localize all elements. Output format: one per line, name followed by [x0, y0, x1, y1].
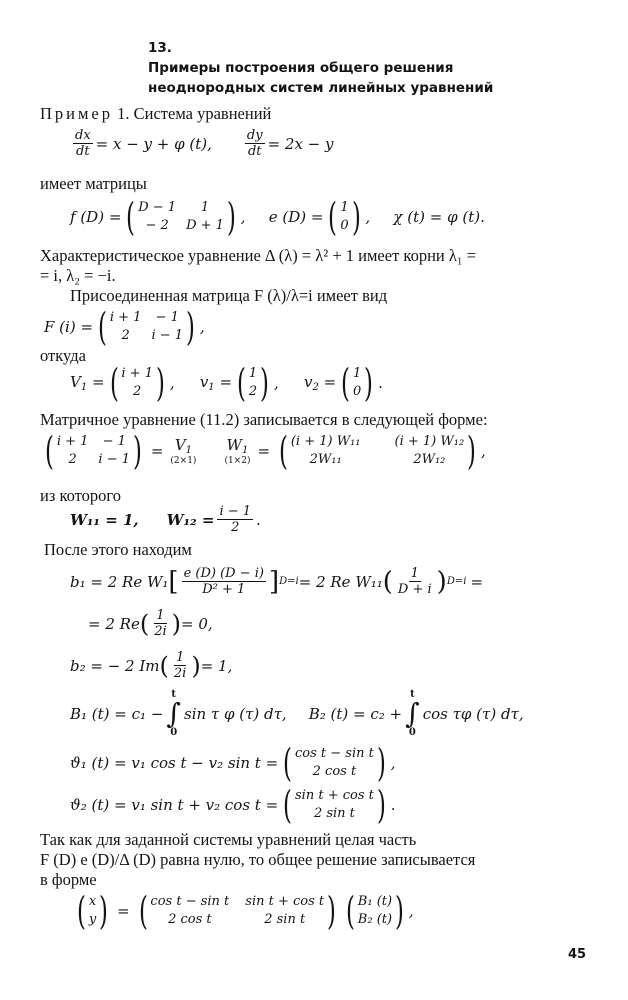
b1-end: = 0,: [181, 614, 213, 633]
Fi-cell: i + 1: [109, 310, 142, 325]
half-den: 2i: [154, 624, 167, 639]
from-which-text: из которого: [40, 486, 122, 505]
b1-line2: = 2 Re ( $\frac{1}{2i}$ ) = 0,: [88, 608, 213, 639]
example-word: Пример: [40, 104, 114, 123]
eD-cell: 0: [340, 218, 349, 233]
Fi-cell: − 1: [155, 310, 179, 325]
b1-frac2-num: 1: [410, 566, 419, 581]
b1-line2-lhs: = 2 Re: [88, 614, 140, 633]
theta2-cell: sin t + cos t: [295, 788, 374, 803]
big-cell: 2 sin t: [264, 912, 306, 927]
v2-cell: 0: [352, 384, 362, 399]
b1-frac-num: e (D) (D − i): [183, 566, 264, 581]
since-line-3: в форме: [40, 870, 97, 889]
adj-matrix-text: Присоединенная матрица F (λ)/λ=i имеет вид: [70, 286, 388, 305]
W-cell: 2W₁₁: [309, 452, 342, 467]
fD-label: f (D) =: [70, 208, 122, 226]
b2-lhs: b₂ = − 2 Im: [70, 656, 160, 675]
Fi-cell: i − 1: [98, 452, 131, 467]
sys-eq2-rhs: = 2x − y: [267, 134, 334, 153]
b2-end: = 1,: [200, 656, 233, 675]
fD-cell: − 2: [145, 218, 169, 233]
section-title-line-2: неоднородных систем линейных уравнений: [148, 80, 494, 96]
big-cell: 2 cos t: [168, 912, 212, 927]
b1-lhs: b₁ = 2 Re W₁: [70, 572, 169, 591]
theta2-cell: 2 sin t: [313, 806, 355, 821]
page-number: 45: [568, 947, 587, 962]
char-eq-line-1: Характеристическое уравнение Δ (λ) = λ² + 1 имеет корни λ₁ =: [40, 246, 477, 265]
matrix-eq-text: Матричное уравнение (11.2) записывается в следующей форме:: [40, 410, 488, 429]
W-cell: (i + 1) W₁₂: [394, 434, 465, 449]
theta1-cell: cos t − sin t: [295, 746, 374, 761]
example-rest: 1. Система уравнений: [117, 104, 272, 123]
xy-cell: y: [88, 912, 97, 927]
big-cell: cos t − sin t: [150, 894, 230, 909]
after-this-text: После этого находим: [44, 540, 192, 559]
V-v-row: $V_1$ = ( i + 1 2 ) , $v_1$ = ( 1 2 ) , $v_2$ = ( 1 0 ) .: [70, 361, 383, 405]
Fi-cell: 2: [68, 452, 77, 467]
fD-cell: D + 1: [186, 218, 224, 233]
W11-W12-row: W₁₁ = 1, W₁₂ = $\frac{i - 1}{2}$ .: [70, 504, 261, 535]
section-title-line-1: Примеры построения общего решения: [148, 60, 454, 76]
fD-cell: 1: [200, 200, 210, 215]
b1-frac-den: D² + 1: [202, 582, 246, 597]
b1-row: b₁ = 2 Re W₁ [ $\frac{e (D) (D - i)}{\text{D² + 1}}$ ] D=i = 2 Re W₁₁ ( $\frac{1}{D + i}$ ) D=i =: [70, 566, 484, 597]
W11-eq: W₁₁ = 1,: [70, 510, 139, 529]
half-num: 1: [156, 608, 165, 623]
B1-lhs: B₁ (t) = c₁ −: [70, 705, 164, 723]
big-cell: sin t + cos t: [245, 894, 325, 909]
Fi-cell: i − 1: [151, 328, 184, 343]
W-row: ( i + 1 − 1 2 i − 1 ) = $V_1$ (2×1) $W_1$ (1×2) = ( (i + 1) W₁₁ (i + 1) W₁₂ 2W₁₁ 2W₁₂ ) ,: [44, 429, 486, 473]
V1-cell: 2: [133, 384, 142, 399]
V1-size: (2×1): [170, 456, 197, 466]
whence-text: откуда: [40, 346, 86, 365]
half-num: 1: [175, 650, 185, 665]
has-matrices-text: имеет матрицы: [40, 174, 147, 193]
Bvec-cell: B₁ (t): [357, 894, 393, 909]
V1-cell: i + 1: [121, 366, 153, 381]
theta2-row: ϑ₂ (t) = v₁ sin t + v₂ cos t = ( sin t + cos t 2 sin t ) .: [70, 783, 396, 827]
Fi-label: F (i) =: [44, 318, 94, 336]
v2-cell: 1: [352, 366, 362, 381]
example-intro: [40, 104, 271, 124]
Bvec-cell: B₂ (t): [357, 912, 393, 927]
W12-den: 2: [231, 520, 240, 535]
char-eq-line-2: = i, λ₂ = −i.: [40, 266, 116, 285]
v1-cell: 1: [248, 366, 258, 381]
W-cell: 2W₁₂: [413, 452, 446, 467]
B2-integrand: cos τφ (τ) dτ,: [422, 705, 524, 723]
sys-eq1-rhs: = x − y + φ (t),: [95, 134, 212, 153]
half-den: 2i: [173, 666, 187, 681]
B2-lhs: B₂ (t) = c₂ +: [308, 705, 403, 723]
W-cell: (i + 1) W₁₁: [290, 434, 361, 449]
b1-frac2-den: D + i: [397, 582, 432, 597]
b2-row: b₂ = − 2 Im ( $\frac{1}{2i}$ ) = 1,: [70, 650, 233, 681]
general-solution: ( x y ) = ( cos t − sin t sin t + cos t 2 cos t 2 sin t ) ( B₁ (t) B₂ (t) ) ,: [76, 889, 414, 933]
since-line-1: Так как для заданной системы уравнений целая часть: [40, 830, 417, 849]
theta1-cell: 2 cos t: [312, 764, 357, 779]
xy-cell: x: [88, 894, 97, 909]
W12-num: i − 1: [219, 504, 252, 519]
theta2-lhs: ϑ₂ (t) = v₁ sin t + v₂ cos t =: [70, 796, 279, 814]
v1-cell: 2: [248, 384, 258, 399]
theta1-lhs: ϑ₁ (t) = v₁ cos t − v₂ sin t =: [70, 754, 279, 772]
matrices-row: f (D) = ( D − 1 1 − 2 D + 1 ) , e (D) = ( 1 0 ) , χ (t) = φ (t).: [70, 195, 485, 239]
W12-lhs: W₁₂ =: [166, 510, 215, 529]
system-equations: $\frac{dx}{dt}$ = x − y + φ (t), $\frac{dy}{dt}$ = 2x − y: [75, 128, 334, 159]
section-heading: [148, 38, 493, 98]
Fi-row: F (i) = ( i + 1 − 1 2 i − 1 ) ,: [44, 305, 205, 349]
since-line-2: F (D) e (D)/Δ (D) равна нулю, то общее решение записывается: [40, 850, 476, 869]
B1-integrand: sin τ φ (τ) dτ,: [184, 705, 287, 723]
eD-cell: 1: [340, 200, 349, 215]
b1-mid: = 2 Re W₁₁: [298, 572, 383, 591]
theta1-row: ϑ₁ (t) = v₁ cos t − v₂ sin t = ( cos t − sin t 2 cos t ) ,: [70, 741, 396, 785]
B-row: B₁ (t) = c₁ − t ∫ 0 sin τ φ (τ) dτ, B₂ (t) = c₂ + t ∫ 0 cos τφ (τ) dτ,: [70, 689, 524, 738]
eD-label: e (D) =: [268, 208, 324, 226]
Fi-cell: 2: [121, 328, 130, 343]
Fi-cell: − 1: [102, 434, 126, 449]
W1-size: (1×2): [224, 456, 251, 466]
Fi-cell: i + 1: [56, 434, 89, 449]
section-number: 13.: [148, 40, 172, 56]
chi-eq: χ (t) = φ (t).: [393, 208, 485, 226]
fD-cell: D − 1: [138, 200, 177, 215]
